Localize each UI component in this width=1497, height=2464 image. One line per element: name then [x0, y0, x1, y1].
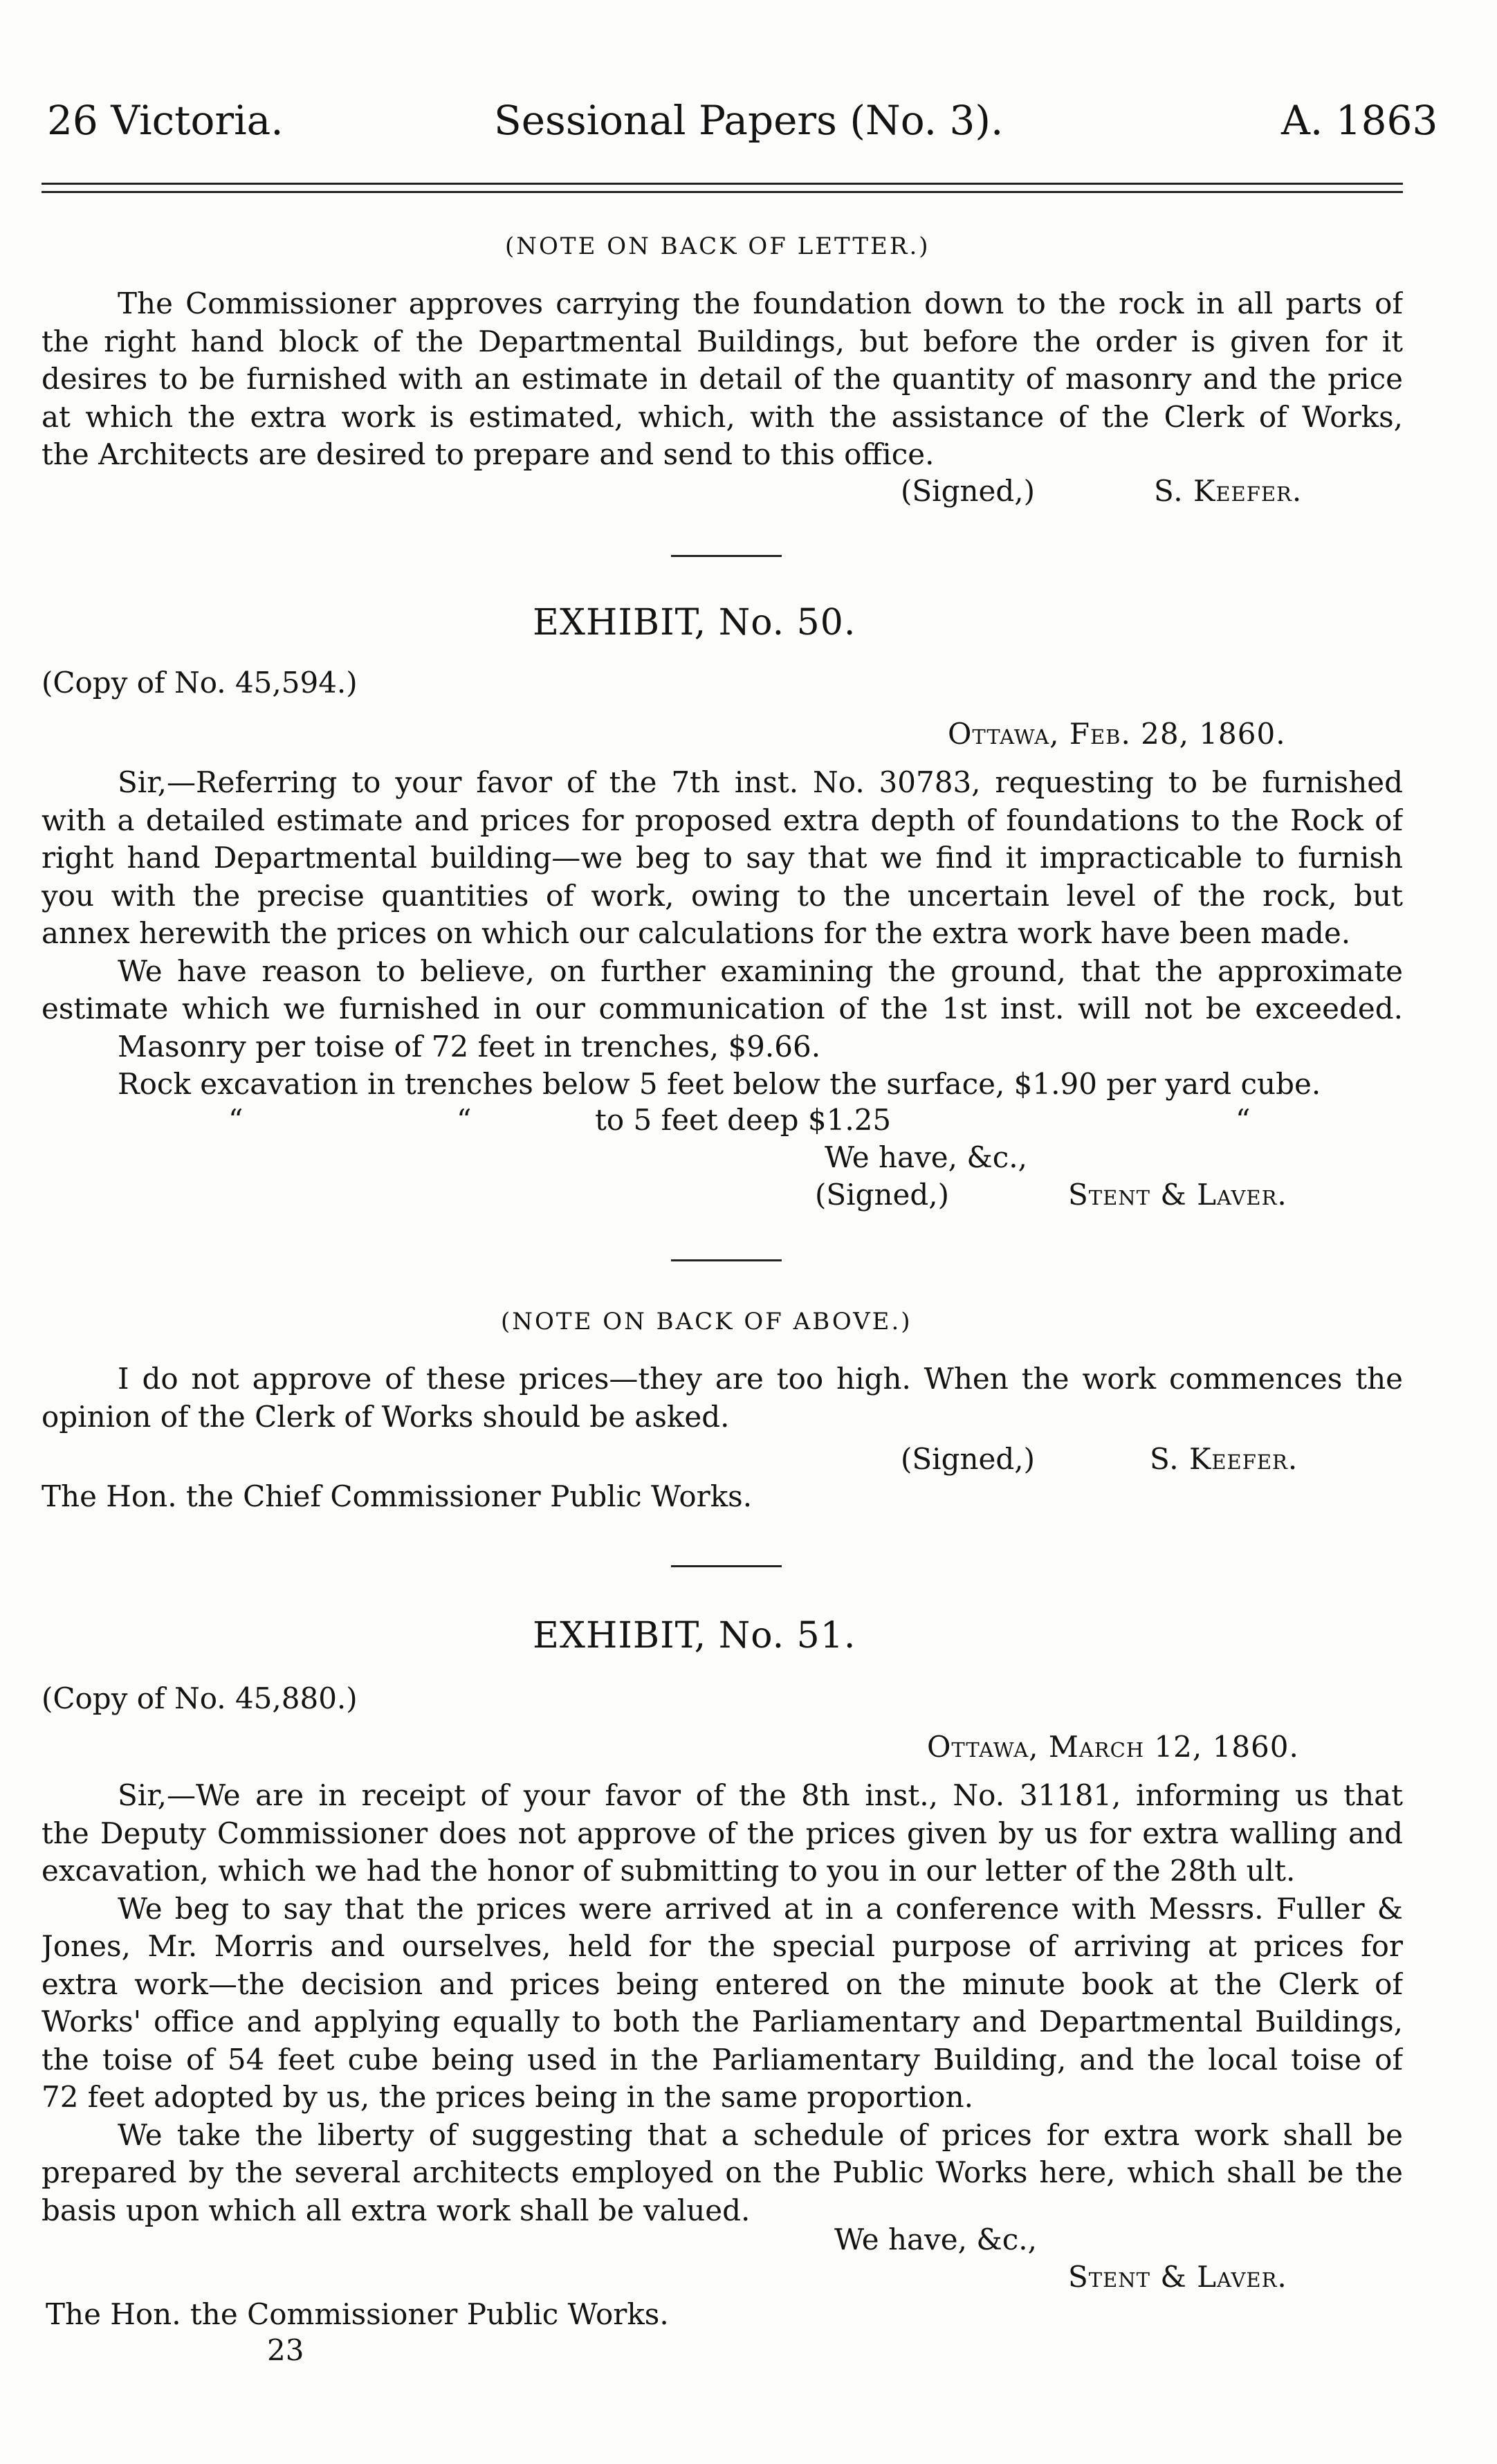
text-line: We take the liberty of suggesting that a schedule of prices for extra work shall be: [118, 2117, 1403, 2152]
text-line: I do not approve of these prices—they are too high. When the work commences the: [118, 1362, 1403, 1396]
text-line: The Commissioner approves carrying the foundation down to the rock in all parts of: [118, 286, 1403, 320]
section-divider: [671, 1565, 782, 1567]
header-rule-bottom: [42, 191, 1403, 193]
letter-body: [42, 1777, 1403, 2229]
ditto-mark: “: [1236, 1103, 1251, 1137]
place-date: Ottawa, Feb. 28, 1860.: [948, 717, 1286, 751]
addressee: The Hon. the Commissioner Public Works.: [46, 2297, 669, 2331]
header-title: Sessional Papers (No. 3).: [494, 97, 1004, 144]
ditto-text: to 5 feet deep $1.25: [595, 1103, 892, 1137]
text-line: Sir,—We are in receipt of your favor of the 8th inst., No. 31181, informing us that: [118, 1778, 1403, 1812]
header-rule-top: [42, 183, 1403, 185]
copy-reference: (Copy of No. 45,880.): [42, 1681, 358, 1715]
signature: S. Keefer.: [1150, 1442, 1298, 1476]
text-line: basis upon which all extra work shall be valued.: [42, 2193, 751, 2227]
text-line: annex herewith the prices on which our calculations for the extra work have been made.: [42, 916, 1351, 950]
text-line: with a detailed estimate and prices for proposed extra depth of foundations to the Rock of: [42, 803, 1403, 837]
text-line: Masonry per toise of 72 feet in trenches, $9.66.: [118, 1029, 821, 1064]
note-body: [42, 285, 1403, 474]
signed-label: (Signed,): [815, 1178, 950, 1212]
signature: S. Keefer.: [1154, 474, 1303, 508]
addressee: The Hon. the Chief Commissioner Public Works.: [42, 1479, 753, 1513]
header-session: 26 Victoria.: [47, 97, 284, 144]
text-line: the toise of 54 feet cube being used in the Parliamentary Building, and the local toise of: [42, 2042, 1403, 2077]
section-divider: [671, 555, 782, 557]
letter-body: [42, 764, 1403, 1104]
copy-reference: (Copy of No. 45,594.): [42, 666, 358, 700]
text-line: you with the precise quantities of work, owing to the uncertain level of the rock, but: [42, 878, 1403, 913]
text-line: excavation, which we had the honor of submitting to you in our letter of the 28th ult.: [42, 1854, 1296, 1888]
text-line: Works' office and applying equally to both the Parliamentary and Departmental Buildings,: [42, 2005, 1403, 2038]
text-line: right hand Departmental building—we beg to say that we find it impracticable to furnish: [42, 841, 1403, 875]
exhibit-title: EXHIBIT, No. 50.: [533, 602, 856, 644]
note-body: [42, 1360, 1403, 1436]
text-line: the right hand block of the Departmental Buildings, but before the order is given for it: [42, 324, 1403, 358]
closing: We have, &c.,: [825, 1140, 1027, 1174]
text-line: prepared by the several architects employed on the Public Works here, which shall be the: [42, 2155, 1403, 2189]
signed-label: (Signed,): [901, 474, 1036, 508]
text-line: We have reason to believe, on further examining the ground, that the approximate: [118, 953, 1403, 988]
text-line: the Architects are desired to prepare and send to this office.: [42, 437, 935, 471]
text-line: the Deputy Commissioner does not approve of the prices given by us for extra walling and: [42, 1816, 1403, 1850]
page-number: 23: [267, 2333, 304, 2367]
text-line: desires to be furnished with an estimate in detail of the quantity of masonry and the price: [42, 362, 1403, 396]
exhibit-title: EXHIBIT, No. 51.: [533, 1615, 856, 1657]
header-year: A. 1863: [1281, 97, 1438, 144]
signature: Stent & Laver.: [1068, 2260, 1287, 2294]
ditto-mark: “: [228, 1103, 244, 1137]
text-line: We beg to say that the prices were arrived at in a conference with Messrs. Fuller &: [118, 1891, 1403, 1926]
text-line: Jones, Mr. Morris and ourselves, held for the special purpose of arriving at prices for: [42, 1929, 1403, 1963]
text-line: at which the extra work is estimated, which, with the assistance of the Clerk of Works,: [42, 399, 1403, 434]
text-line: Rock excavation in trenches below 5 feet below the surface, $1.90 per yard cube.: [118, 1067, 1321, 1101]
ditto-mark: “: [457, 1103, 472, 1137]
note-heading: (NOTE ON BACK OF ABOVE.): [501, 1308, 912, 1335]
closing: We have, &c.,: [834, 2223, 1037, 2256]
text-line: Sir,—Referring to your favor of the 7th inst. No. 30783, requesting to be furnished: [118, 765, 1403, 799]
place-date: Ottawa, March 12, 1860.: [927, 1730, 1299, 1764]
note-heading: (NOTE ON BACK OF LETTER.): [505, 232, 930, 260]
section-divider: [671, 1259, 782, 1261]
text-line: 72 feet adopted by us, the prices being in the same proportion.: [42, 2080, 973, 2114]
signature: Stent & Laver.: [1068, 1178, 1287, 1212]
text-line: opinion of the Clerk of Works should be asked.: [42, 1399, 730, 1434]
text-line: estimate which we furnished in our communication of the 1st inst. will not be exceeded.: [42, 992, 1403, 1025]
signed-label: (Signed,): [901, 1442, 1036, 1476]
text-line: extra work—the decision and prices being entered on the minute book at the Clerk of: [42, 1966, 1403, 2001]
